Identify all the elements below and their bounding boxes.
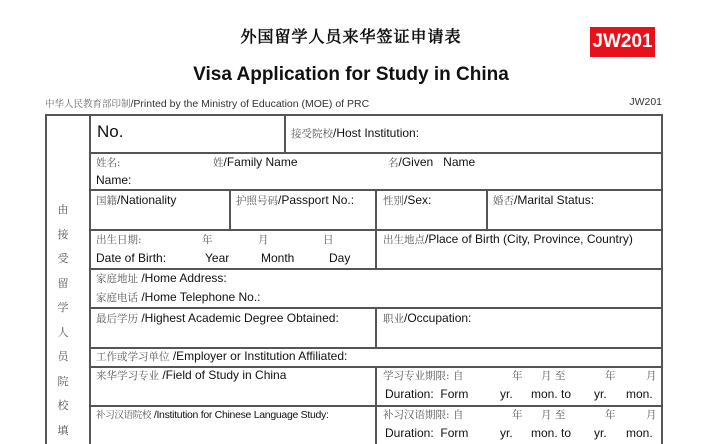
- dur1-en-mon: mon. to: [531, 387, 572, 401]
- dur1-cn-yr2: 年: [605, 370, 616, 382]
- given-name-en: /Given Name: [398, 155, 476, 169]
- dur2-cn-from: 补习汉语期限: 自: [383, 409, 464, 421]
- host-institution-en: /Host Institution:: [333, 126, 420, 140]
- degree-cn: 最后学历: [96, 313, 138, 325]
- divider: [375, 189, 377, 268]
- divider: [486, 189, 488, 229]
- address-en: /Home Address:: [138, 271, 227, 285]
- dur2-en-from: Duration: Form: [385, 426, 469, 440]
- dob-year-field[interactable]: Year: [205, 251, 230, 265]
- dur1-en-yr: yr.: [500, 387, 513, 401]
- dur1-cn-mon2: 月: [646, 370, 657, 382]
- field-cn: 来华学习专业: [96, 370, 159, 382]
- dur1-cn-mon: 月 至: [541, 370, 566, 382]
- family-name-field[interactable]: [213, 154, 298, 172]
- passport-field[interactable]: [236, 192, 354, 210]
- dur2-en-yr2: yr.: [594, 426, 607, 440]
- given-name-cn: 名: [388, 157, 399, 169]
- nationality-en: /Nationality: [117, 193, 177, 207]
- dob-day-cn: 日: [323, 234, 334, 246]
- form-code-badge: JW201: [590, 27, 655, 57]
- nationality-cn: 国籍: [96, 195, 117, 207]
- home-address-field[interactable]: [96, 270, 227, 288]
- marital-status-field[interactable]: [493, 192, 594, 210]
- dur1-cn-yr: 年: [512, 370, 523, 382]
- occupation-cn: 职业: [383, 313, 404, 325]
- host-institution-field[interactable]: [291, 125, 419, 143]
- form-code: JW201: [629, 96, 662, 108]
- divider: [229, 189, 231, 229]
- dur1-en-from: Duration: Form: [385, 387, 469, 401]
- dob-month-cn: 月: [258, 234, 269, 246]
- phone-en: /Home Telephone No.:: [138, 290, 261, 304]
- divider: [89, 152, 663, 154]
- host-institution-cn: 接受院校: [291, 128, 333, 140]
- application-no-field[interactable]: No.: [97, 122, 124, 141]
- divider: [375, 366, 377, 444]
- home-phone-field[interactable]: [96, 289, 261, 307]
- passport-cn: 护照号码: [236, 195, 278, 207]
- sex-field[interactable]: [383, 192, 431, 210]
- divider: [45, 114, 663, 116]
- printed-by-cn: 中华人民教育部印制: [45, 99, 131, 110]
- printed-by-en: /Printed by the Ministry of Education (MOE) of PRC: [130, 98, 370, 110]
- field-en: /Field of Study in China: [159, 368, 287, 382]
- lang-cn: 补习汉语院校: [96, 410, 152, 421]
- employer-field[interactable]: [96, 348, 347, 366]
- divider: [661, 114, 663, 444]
- dur1-en-mon2: mon.: [626, 387, 653, 401]
- highest-degree-field[interactable]: [96, 310, 339, 328]
- form-title-chinese: 外国留学人员来华签证申请表: [240, 27, 462, 46]
- occupation-field[interactable]: [383, 310, 471, 328]
- place-of-birth-field[interactable]: [383, 231, 633, 249]
- given-name-field[interactable]: [388, 154, 475, 172]
- dob-year-cn: 年: [202, 234, 213, 246]
- dur2-en-yr: yr.: [500, 426, 513, 440]
- employer-cn: 工作或学习单位: [96, 351, 170, 363]
- phone-cn: 家庭电话: [96, 292, 138, 304]
- name-label-en: Name:: [96, 173, 132, 187]
- divider: [375, 307, 377, 347]
- field-of-study-field[interactable]: [96, 367, 286, 385]
- passport-en: /Passport No.:: [278, 193, 355, 207]
- dur2-en-mon2: mon.: [626, 426, 653, 440]
- occupation-en: /Occupation:: [404, 311, 472, 325]
- dob-label-en: Date of Birth:: [96, 251, 167, 265]
- family-name-en: /Family Name: [223, 155, 298, 169]
- sex-cn: 性别: [383, 195, 404, 207]
- divider: [89, 114, 91, 444]
- name-cn: 姓名:: [96, 157, 121, 169]
- side-label-vertical: [52, 198, 74, 443]
- printed-by-note: [45, 96, 369, 110]
- dob-label-cn: 出生日期:: [96, 234, 142, 246]
- family-name-cn: 姓: [213, 157, 224, 169]
- address-cn: 家庭地址: [96, 273, 138, 285]
- dur1-cn-from: 学习专业期限: 自: [383, 370, 464, 382]
- language-institution-field[interactable]: [96, 407, 329, 424]
- dob-month-field[interactable]: Month: [261, 251, 295, 265]
- dur2-cn-mon: 月 至: [541, 409, 566, 421]
- lang-en: /Institution for Chinese Language Study:: [151, 409, 329, 421]
- nationality-field[interactable]: [96, 192, 176, 210]
- dur2-cn-yr2: 年: [605, 409, 616, 421]
- divider: [284, 114, 286, 152]
- degree-en: /Highest Academic Degree Obtained:: [138, 311, 339, 325]
- marital-cn: 婚否: [493, 195, 514, 207]
- divider: [45, 114, 47, 444]
- side-label: 由接受留学人员院校填: [57, 203, 69, 437]
- sex-en: /Sex:: [404, 193, 432, 207]
- marital-en: /Marital Status:: [514, 193, 595, 207]
- dob-day-field[interactable]: Day: [329, 251, 351, 265]
- name-label-cn: [96, 154, 121, 172]
- pob-en: /Place of Birth (City, Province, Country): [425, 232, 633, 246]
- pob-cn: 出生地点: [383, 234, 425, 246]
- dur2-cn-mon2: 月: [646, 409, 657, 421]
- dur2-en-mon: mon. to: [531, 426, 572, 440]
- dur1-en-yr2: yr.: [594, 387, 607, 401]
- dur2-cn-yr: 年: [512, 409, 523, 421]
- form-title-english: Visa Application for Study in China: [193, 64, 509, 85]
- employer-en: /Employer or Institution Affiliated:: [169, 349, 348, 363]
